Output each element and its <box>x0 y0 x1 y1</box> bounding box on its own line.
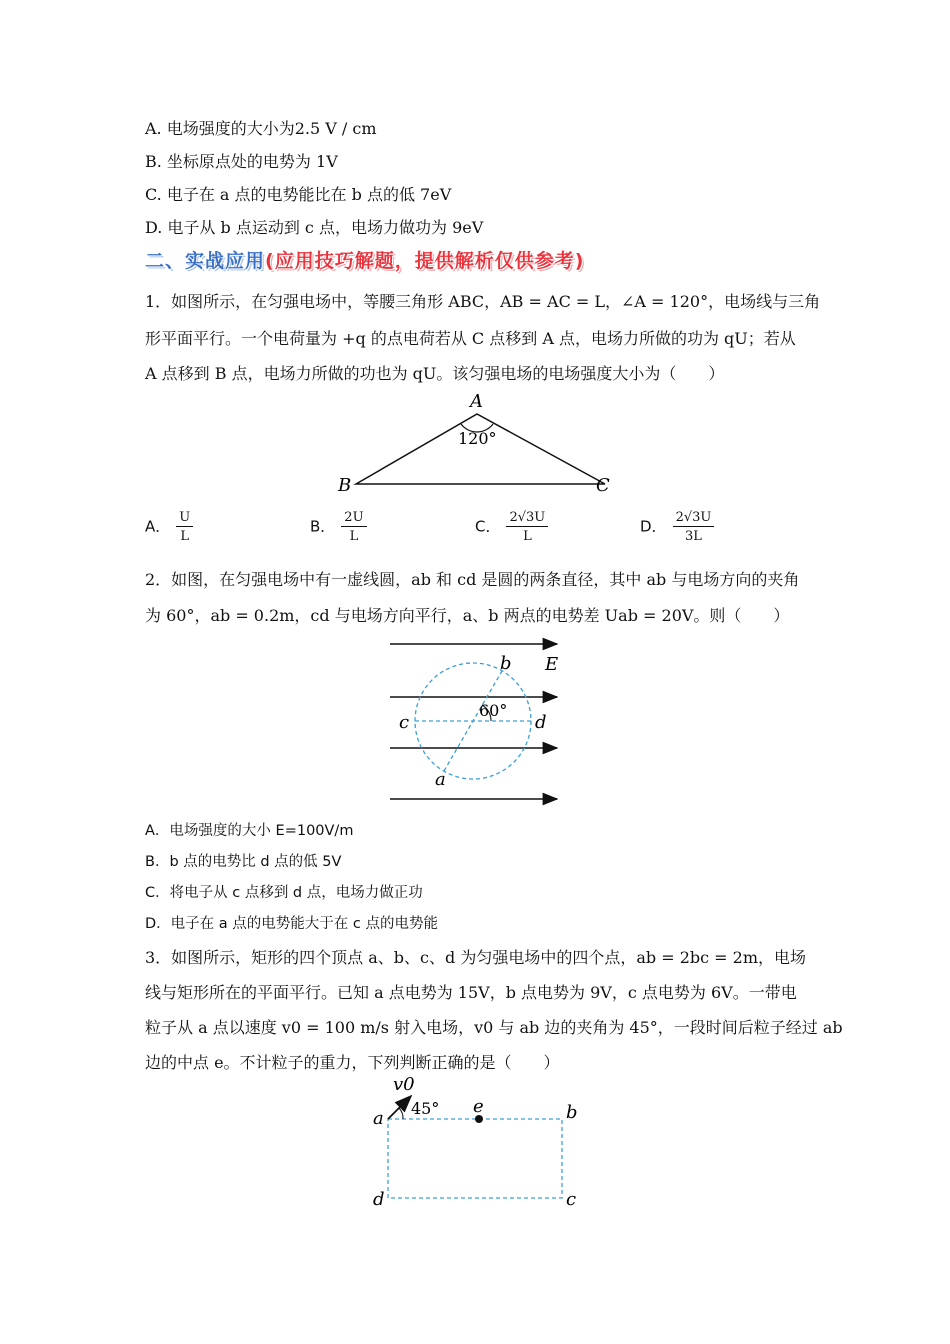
section-heading-note: (应用技巧解题，提供解析仅供参考) <box>265 250 585 272</box>
q3-line4: 边的中点 e。不计粒子的重力，下列判断正确的是（ ） <box>145 1053 560 1072</box>
label-B: B <box>338 475 352 496</box>
q3-rectangle-figure <box>365 1072 595 1212</box>
q1-option-b[interactable] <box>310 510 367 544</box>
dashed-rectangle <box>388 1119 562 1198</box>
q1-option-c[interactable] <box>475 510 548 544</box>
option-letter: A． <box>145 517 171 536</box>
prev-option-a: A. 电场强度的大小为2.5 V / cm <box>145 119 377 138</box>
frac-den: L <box>523 529 532 544</box>
option-letter: C． <box>475 517 501 536</box>
frac-den: L <box>180 529 190 544</box>
q1-line3: A 点移到 B 点，电场力所做的功也为 qU。该匀强电场的电场强度大小为（ ） <box>145 364 725 383</box>
q2-circle-figure <box>385 634 585 809</box>
frac-den: 3L <box>685 529 702 544</box>
label-angle-45: 45° <box>411 1099 440 1118</box>
prev-option-d: D. 电子从 b 点运动到 c 点，电场力做功为 9eV <box>145 218 484 237</box>
frac-den: L <box>349 529 359 544</box>
q3-line3: 粒子从 a 点以速度 v0 = 100 m/s 射入电场，v0 与 ab 边的夹角为 45°，一段时间后粒子经过 ab <box>145 1018 843 1037</box>
label-v0: v0 <box>393 1074 415 1095</box>
q3-line1: 3．如图所示，矩形的四个顶点 a、b、c、d 为匀强电场中的四个点，ab = 2bc = 2m，电场 <box>145 948 807 967</box>
label-A: A <box>470 391 483 412</box>
frac-num: U <box>176 510 193 527</box>
label-d: d <box>535 712 547 733</box>
label-b: b <box>566 1102 578 1123</box>
prev-option-c: C. 电子在 a 点的电势能比在 b 点的低 7eV <box>145 185 452 204</box>
label-e: e <box>473 1096 484 1117</box>
q1-line2: 形平面平行。一个电荷量为 +q 的点电荷若从 C 点移到 A 点，电场力所做的功为 qU；若从 <box>145 329 796 348</box>
label-b: b <box>500 653 512 674</box>
label-c: c <box>566 1189 577 1210</box>
q2-line2: 为 60°，ab = 0.2m，cd 与电场方向平行，a、b 两点的电势差 Uab = 20V。则（ ） <box>145 606 790 625</box>
option-letter: D． <box>640 517 667 536</box>
velocity-arrow <box>388 1096 411 1119</box>
frac-num: 2√3U <box>506 510 548 527</box>
prev-option-b: B. 坐标原点处的电势为 1V <box>145 152 338 171</box>
label-angle-120: 120° <box>458 429 497 448</box>
label-C: C <box>596 475 610 496</box>
frac-num: 2√3U <box>673 510 715 527</box>
q3-line2: 线与矩形所在的平面平行。已知 a 点电势为 15V，b 点电势为 9V，c 点电势为 6V。一带电 <box>145 983 797 1002</box>
option-letter: B． <box>310 517 336 536</box>
label-a: a <box>435 769 446 790</box>
label-angle-60: 60° <box>479 701 508 720</box>
section-heading <box>145 246 584 273</box>
triangle-abc <box>356 414 605 484</box>
label-E: E <box>545 654 559 675</box>
label-d: d <box>373 1189 385 1210</box>
q1-line1: 1．如图所示，在匀强电场中，等腰三角形 ABC，AB = AC = L，∠A = 120°，电场线与三角 <box>145 292 821 311</box>
q1-triangle-figure <box>330 390 630 500</box>
label-a: a <box>373 1108 384 1129</box>
q2-option-c[interactable]: C．将电子从 c 点移到 d 点，电场力做正功 <box>145 885 423 901</box>
q2-option-d[interactable]: D．电子在 a 点的电势能大于在 c 点的电势能 <box>145 916 438 932</box>
q1-option-a[interactable] <box>145 510 193 544</box>
angle-arc <box>399 1108 403 1119</box>
frac-num: 2U <box>341 510 366 527</box>
q2-option-b[interactable]: B．b 点的电势比 d 点的低 5V <box>145 854 342 870</box>
q1-option-d[interactable] <box>640 510 714 544</box>
section-heading-title: 二、实战应用 <box>145 250 266 272</box>
label-c: c <box>399 712 410 733</box>
q2-line1: 2．如图，在匀强电场中有一虚线圆，ab 和 cd 是圆的两条直径，其中 ab 与电场方向的夹角 <box>145 570 800 589</box>
q2-option-a[interactable]: A．电场强度的大小 E=100V/m <box>145 823 354 839</box>
